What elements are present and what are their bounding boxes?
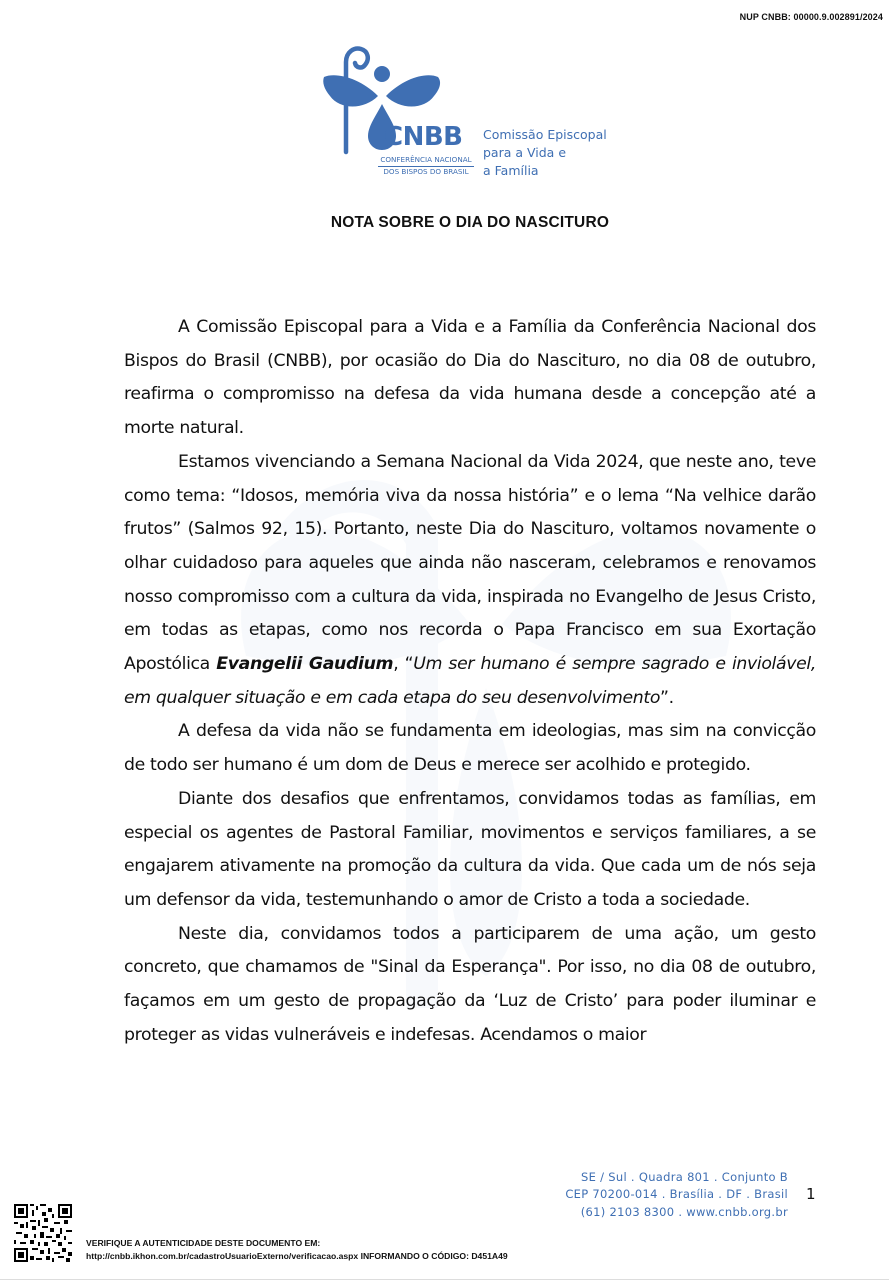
verification-notice <box>86 1237 508 1263</box>
address-line-1: SE / Sul . Quadra 801 . Conjunto B <box>581 1170 788 1184</box>
page-bottom-divider <box>0 1279 889 1280</box>
paragraph-3: A defesa da vida não se fundamenta em ideologias, mas sim na convicção de todo ser humano é um dom de Deus e merece ser acolhido e protegido. <box>124 721 816 776</box>
logo-acronym: CNBB <box>384 122 463 152</box>
logo-commission-line3: a Família <box>483 163 539 178</box>
page-number: 1 <box>806 1185 816 1203</box>
address-line-2: CEP 70200-014 . Brasília . DF . Brasil <box>565 1187 788 1202</box>
cnbb-logo <box>318 44 618 186</box>
logo-commission-line2: para a Vida e <box>483 145 567 160</box>
paragraph-2 <box>124 446 816 716</box>
paragraph-2-text: Estamos vivenciando a Semana Nacional da Vida 2024, que neste ano, teve como tema: “Idosos, memória viva da nossa história” e o lema “Na velhice darão frutos” (Salmos 92, 15). Portanto, neste Dia do Nascituro, voltamos novamente o olhar cuidadoso para aqueles que ainda não nasceram, celebramos e renovamos nosso compromisso com a cultura da vida, inspirada no Evangelho de Jesus Cristo, em todas as etapas, como nos recorda o Papa Francisco em sua Exortação Apostólica <box>124 451 816 675</box>
paragraph-4: Diante dos desafios que enfrentamos, convidamos todas as famílias, em especial os agentes de Pastoral Familiar, movimentos e serviços familiares, a se engajarem ativamente na promoção da cultura da vida. Que cada um de nós seja um defensor da vida, testemunhando o amor de Cristo a toda a sociedade. <box>124 788 816 910</box>
paragraph-2-text-c: ”. <box>660 687 674 708</box>
logo-commission-line1: Comissão Episcopal <box>483 127 607 142</box>
document-title: NOTA SOBRE O DIA DO NASCITURO <box>330 214 610 231</box>
address-line-3: (61) 2103 8300 . www.cnbb.org.br <box>580 1204 788 1219</box>
paragraph-5: Neste dia, convidamos todos a participarem de uma ação, um gesto concreto, que chamamos de "Sinal da Esperança". Por isso, no dia 08 de outubro, façamos em um gesto de propagação da ‘Luz de Cristo’ para poder iluminar e proteger as vidas vulneráveis e indefesas. Acendamos o maior <box>124 923 816 1045</box>
logo-conference-name <box>378 155 474 177</box>
nup-code: NUP CNBB: 00000.9.002891/2024 <box>739 12 883 22</box>
paragraph-2-quote: Um ser humano é sempre sagrado e inviolável, em qualquer situação e em cada etapa do seu desenvolvimento <box>124 654 817 708</box>
verification-line-1: VERIFIQUE A AUTENTICIDADE DESTE DOCUMENTO EM: <box>86 1238 321 1248</box>
paragraph-1: A Comissão Episcopal para a Vida e a Família da Conferência Nacional dos Bispos do Brasil (CNBB), por ocasião do Dia do Nascituro, no dia 08 de outubro, reafirma o compromisso na defesa da vida humana desde a concepção até a morte natural. <box>124 317 816 439</box>
logo-commission-name <box>483 126 607 180</box>
qr-code-icon[interactable] <box>14 1204 72 1262</box>
footer-address <box>565 1169 788 1221</box>
document-body <box>124 311 816 1052</box>
verification-link[interactable]: http://cnbb.ikhon.com.br/cadastroUsuarioExterno/verificacao.aspx INFORMANDO O CÓDIGO: D451A49 <box>86 1251 508 1261</box>
paragraph-2-text-b: , “ <box>393 654 414 675</box>
logo-conference-line2: DOS BISPOS DO BRASIL <box>383 167 469 176</box>
logo-conference-line1: CONFERÊNCIA NACIONAL <box>378 155 474 167</box>
paragraph-2-emphasis: Evangelii Gaudium <box>216 654 394 675</box>
